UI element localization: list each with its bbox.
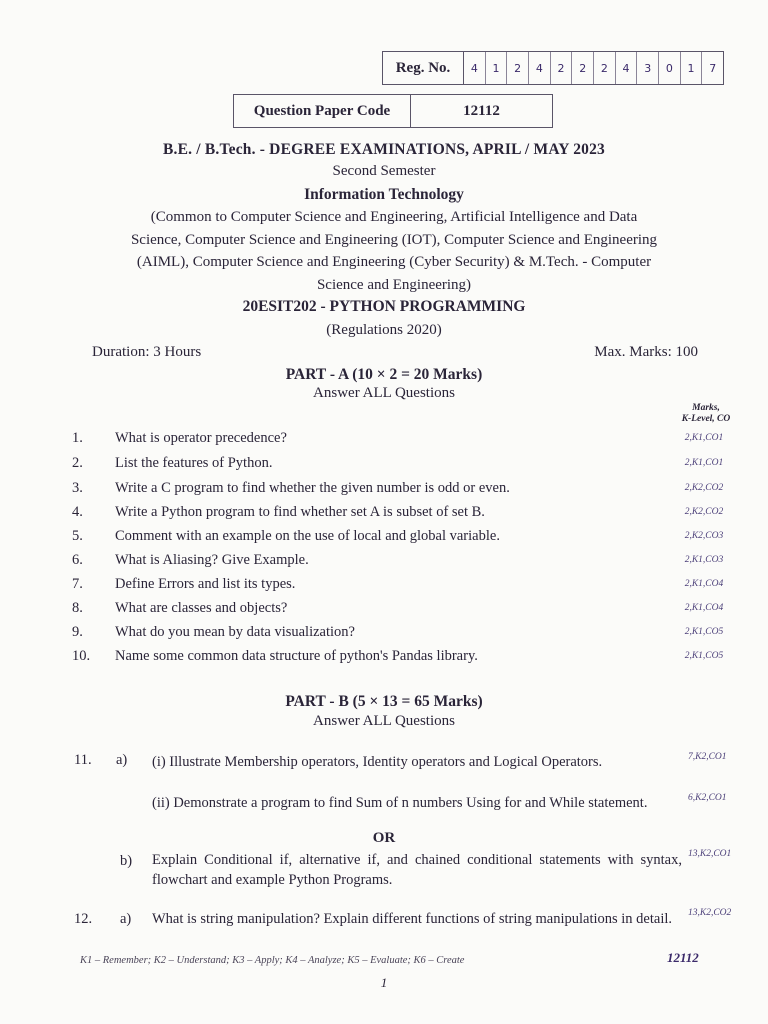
question-marks: 2,K1,CO4 <box>684 579 724 589</box>
question-text: What do you mean by data visualization? <box>115 624 355 640</box>
question-marks: 13,K2,CO2 <box>688 908 732 918</box>
department: Information Technology <box>304 186 464 203</box>
question-marks: 2,K1,CO5 <box>684 627 724 637</box>
question-row <box>0 600 768 622</box>
question-text: Comment with an example on the use of local and global variable. <box>115 528 500 544</box>
question-row <box>0 480 768 502</box>
question-row <box>0 528 768 550</box>
reg-no-box <box>382 51 724 85</box>
marks-header-line: Marks, <box>692 403 720 413</box>
marks-header-line: K-Level, CO <box>681 414 731 424</box>
footer-paper-code: 12112 <box>667 950 699 965</box>
part-a-subtitle: Answer ALL Questions <box>313 385 455 401</box>
question-text: Write a Python program to find whether set A is subset of set B. <box>115 504 485 520</box>
reg-digit: 2 <box>594 52 616 84</box>
question-text: (ii) Demonstrate a program to find Sum of n numbers Using for and While statement. <box>152 795 648 811</box>
question-paper-code-box <box>233 94 553 128</box>
common-line: (AIML), Computer Science and Engineering (Cyber Security) & M.Tech. - Computer <box>136 254 652 270</box>
question-row <box>0 624 768 646</box>
question-number: 7. <box>72 576 83 592</box>
question-marks: 13,K2,CO1 <box>688 849 732 859</box>
question-number: 12. <box>74 911 93 927</box>
part-b-subtitle: Answer ALL Questions <box>313 713 455 729</box>
regulations: (Regulations 2020) <box>326 322 442 338</box>
question-number: 4. <box>72 504 83 520</box>
question-number: 8. <box>72 600 83 616</box>
question-marks: 2,K1,CO3 <box>684 555 724 565</box>
reg-digit: 4 <box>464 52 486 84</box>
question-subpart-label: a) <box>120 911 132 927</box>
marks-column-header <box>668 403 744 425</box>
question-row <box>0 576 768 598</box>
question-paper-code-value: 12112 <box>463 102 500 119</box>
question-row <box>0 648 768 670</box>
question-text: (i) Illustrate Membership operators, Identity operators and Logical Operators. <box>152 754 603 770</box>
reg-digit: 2 <box>551 52 573 84</box>
question-row <box>0 504 768 526</box>
or-separator: OR <box>372 830 396 846</box>
exam-title: B.E. / B.Tech. - DEGREE EXAMINATIONS, APRIL / MAY 2023 <box>163 141 605 158</box>
question-paper-code-label: Question Paper Code <box>234 95 411 127</box>
duration: Duration: 3 Hours <box>92 344 202 360</box>
question-marks: 2,K1,CO1 <box>684 433 724 443</box>
question-number: 1. <box>72 430 83 446</box>
reg-digit: 1 <box>681 52 703 84</box>
reg-digit: 2 <box>507 52 529 84</box>
question-marks: 2,K2,CO2 <box>684 483 724 493</box>
question-text: What are classes and objects? <box>115 600 288 616</box>
question-number: 5. <box>72 528 83 544</box>
question-subpart-label: b) <box>120 853 133 869</box>
reg-digit: 4 <box>616 52 638 84</box>
question-subpart-label: a) <box>116 752 128 768</box>
question-text: Name some common data structure of python's Pandas library. <box>115 648 478 664</box>
question-number: 3. <box>72 480 83 496</box>
question-text: List the features of Python. <box>115 455 273 471</box>
reg-digit: 1 <box>486 52 508 84</box>
common-line: Science, Computer Science and Engineering (IOT), Computer Science and Engineering <box>130 231 658 248</box>
page-number: 1 <box>380 975 388 990</box>
question-marks: 2,K1,CO5 <box>684 651 724 661</box>
question-number: 10. <box>72 648 91 664</box>
question-number: 2. <box>72 455 83 471</box>
part-b-title: PART - B (5 × 13 = 65 Marks) <box>285 693 483 710</box>
question-text: Explain Conditional if, alternative if, and chained conditional statements with syntax, flowchart and example Python Programs. <box>152 852 682 888</box>
question-text: Define Errors and list its types. <box>115 576 296 592</box>
question-marks: 2,K1,CO4 <box>684 603 724 613</box>
common-to-block <box>74 206 714 296</box>
reg-no-label: Reg. No. <box>383 52 464 84</box>
question-marks: 2,K2,CO2 <box>684 507 724 517</box>
part-a-title: PART - A (10 × 2 = 20 Marks) <box>285 366 483 383</box>
question-marks: 2,K1,CO1 <box>684 458 724 468</box>
question-marks: 7,K2,CO1 <box>688 752 727 762</box>
reg-digit: 7 <box>709 61 717 75</box>
question-text: What is string manipulation? Explain different functions of string manipulations in detail. <box>152 911 673 927</box>
reg-digit: 4 <box>529 52 551 84</box>
common-line: Science and Engineering) <box>316 276 472 293</box>
reg-digit: 0 <box>659 52 681 84</box>
semester: Second Semester <box>332 163 436 179</box>
max-marks: Max. Marks: 100 <box>594 344 698 360</box>
k-level-legend: K1 – Remember; K2 – Understand; K3 – Apply; K4 – Analyze; K5 – Evaluate; K6 – Create <box>80 955 465 966</box>
question-number: 6. <box>72 552 83 568</box>
question-row <box>0 455 768 477</box>
question-text: What is operator precedence? <box>115 430 287 446</box>
reg-no-digits <box>464 52 723 84</box>
question-text: What is Aliasing? Give Example. <box>115 552 309 568</box>
question-marks: 2,K2,CO3 <box>684 531 724 541</box>
common-line: (Common to Computer Science and Engineering, Artificial Intelligence and Data <box>150 209 638 225</box>
reg-digit: 3 <box>637 52 659 84</box>
question-row <box>0 552 768 574</box>
reg-digit: 2 <box>572 52 594 84</box>
question-marks: 6,K2,CO1 <box>688 793 727 803</box>
question-number: 11. <box>74 752 92 768</box>
question-row <box>0 430 768 452</box>
question-text: Write a C program to find whether the given number is odd or even. <box>115 480 510 496</box>
question-number: 9. <box>72 624 83 640</box>
subject-title: 20ESIT202 - PYTHON PROGRAMMING <box>242 298 526 315</box>
